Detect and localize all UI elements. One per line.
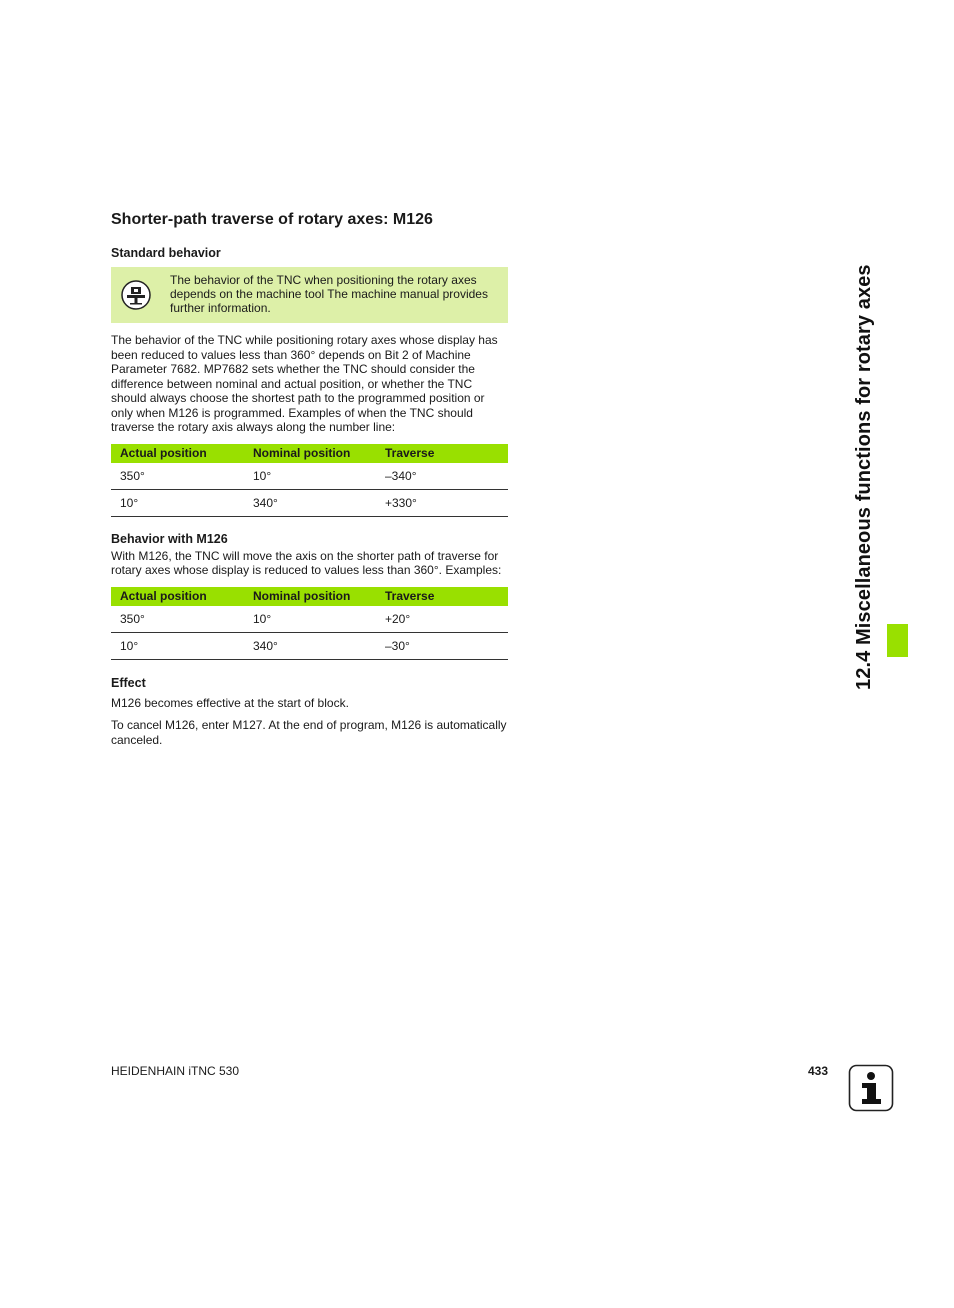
table-cell: 340° bbox=[244, 489, 376, 516]
standard-behavior-heading: Standard behavior bbox=[111, 246, 221, 260]
table-header-row bbox=[111, 444, 508, 463]
chapter-tab-marker bbox=[887, 624, 908, 657]
section-title: Shorter-path traverse of rotary axes: M126 bbox=[111, 211, 433, 228]
table-cell: 10° bbox=[111, 489, 244, 516]
chapter-side-title: 12.4 Miscellaneous functions for rotary axes bbox=[853, 264, 875, 690]
table-cell: –340° bbox=[376, 463, 508, 490]
effect-heading: Effect bbox=[111, 675, 146, 690]
standard-behavior-paragraph: The behavior of the TNC while positioning rotary axes whose display has been reduced to values less than 360° depends on Bit 2 of Machine Parameter 7682. MP7682 sets whether the TNC should consider the difference between nominal and actual position, or whether the TNC should always choose the shortest path to the programmed position or only when M126 is programmed. Examples of when the TNC should traverse the rotary axis always along the number line: bbox=[111, 333, 498, 434]
m126-behavior-heading: Behavior with M126 bbox=[111, 531, 228, 546]
table-cell: –30° bbox=[376, 632, 508, 659]
machine-note-box bbox=[111, 267, 508, 323]
table-header-actual: Actual position bbox=[111, 587, 244, 606]
table-cell: 10° bbox=[244, 606, 376, 633]
footer-product-name: HEIDENHAIN iTNC 530 bbox=[111, 1064, 240, 1078]
table-header-row bbox=[111, 587, 508, 606]
table-header-nominal: Nominal position bbox=[244, 587, 376, 606]
table-cell: 10° bbox=[244, 463, 376, 490]
effect-paragraph-2: To cancel M126, enter M127. At the end of program, M126 is automatically canceled. bbox=[111, 718, 507, 747]
table-header-nominal: Nominal position bbox=[244, 444, 376, 463]
page-number: 433 bbox=[808, 1064, 829, 1078]
table-cell: 350° bbox=[111, 463, 244, 490]
m126-behavior-paragraph: With M126, the TNC will move the axis on the shorter path of traverse for rotary axes whose display is reduced to values less than 360°. Examples: bbox=[111, 548, 502, 577]
table-header-actual: Actual position bbox=[111, 444, 244, 463]
table-cell: 10° bbox=[111, 632, 244, 659]
effect-paragraph-1: M126 becomes effective at the start of block. bbox=[111, 695, 349, 710]
traverse-table-m126 bbox=[111, 587, 508, 660]
table-row bbox=[111, 489, 508, 516]
table-row bbox=[111, 606, 508, 633]
note-text: The behavior of the TNC when positioning the rotary axes depends on the machine tool The machine manual provides further information. bbox=[170, 273, 488, 315]
table-row bbox=[111, 632, 508, 659]
table-header-traverse: Traverse bbox=[376, 587, 508, 606]
table-header-traverse: Traverse bbox=[376, 444, 508, 463]
main-content bbox=[111, 210, 508, 747]
info-icon bbox=[848, 1064, 894, 1112]
table-cell: +330° bbox=[376, 489, 508, 516]
table-row bbox=[111, 463, 508, 490]
table-cell: 350° bbox=[111, 606, 244, 633]
table-cell: +20° bbox=[376, 606, 508, 633]
traverse-table-standard bbox=[111, 444, 508, 517]
table-cell: 340° bbox=[244, 632, 376, 659]
machine-tool-icon bbox=[121, 280, 151, 310]
